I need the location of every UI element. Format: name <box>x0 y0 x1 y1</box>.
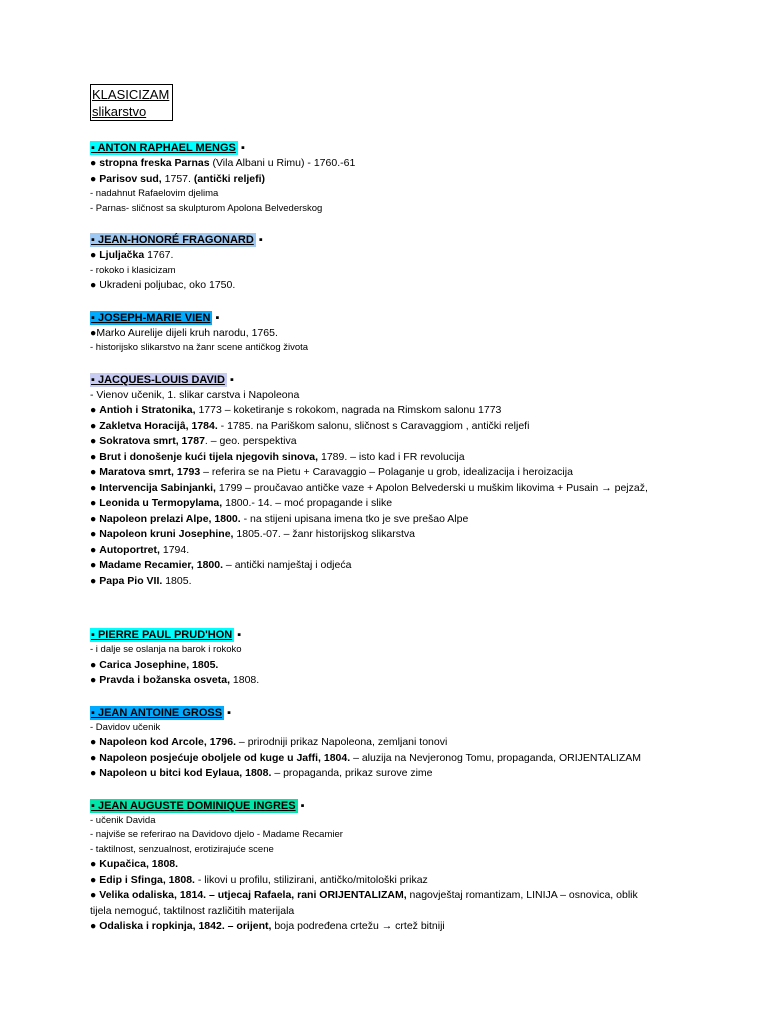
section <box>90 799 750 935</box>
item-note: 1789. – isto kad i FR revolucija <box>318 450 465 463</box>
heading-highlight <box>90 373 227 387</box>
item-note: – propaganda, prikaz surove zime <box>271 767 433 779</box>
item-note: (Vila Albani u Rimu) - 1760.-61 <box>209 157 356 169</box>
artwork-title: Napoleon kod Arcole, 1796. <box>99 736 237 748</box>
artwork-title: Leonida u Termopylama, <box>99 497 223 509</box>
bullet-icon: ● <box>90 574 100 587</box>
heading-text: PIERRE PAUL PRUD'HON <box>97 629 233 641</box>
bullet-icon: ● <box>90 279 100 291</box>
heading-highlight <box>90 233 256 247</box>
section-heading <box>90 141 750 156</box>
section <box>90 233 750 294</box>
list-item <box>90 527 750 543</box>
artwork-title: Odaliska i ropkinja, 1842. – orijent, <box>99 920 272 932</box>
item-note: nagovještaj romantizam, LINIJA – osnovica, oblik <box>406 889 638 901</box>
square-bullet-icon: ▪ <box>91 799 98 812</box>
list-item <box>90 481 750 497</box>
heading-text: JEAN ANTOINE GROSS <box>97 706 223 719</box>
item-note: 1805. <box>162 574 192 587</box>
item-note: 1808. <box>230 674 260 686</box>
square-bullet-icon: ▪ <box>91 706 98 719</box>
heading-highlight <box>90 311 212 325</box>
list-item <box>90 873 750 889</box>
item-note: - nadahnut Rafaelovim djelima <box>90 188 219 199</box>
item-note: – aluzija na Nevjeronog Tomu, propaganda, ORIJENTALIZAM <box>350 751 642 764</box>
artwork-title: Antioh i Stratonika, <box>99 404 196 416</box>
square-bullet-icon: ▪ <box>226 373 234 386</box>
item-note: boja podređena crtežu → crtež bitniji <box>271 920 445 932</box>
heading-highlight <box>90 628 234 642</box>
bullet-icon: ● <box>90 767 100 779</box>
artwork-title: Madame Recamier, 1800. <box>99 559 224 571</box>
item-note: 1794. <box>159 543 190 556</box>
bullet-icon: ● <box>90 543 100 556</box>
item-note: - rokoko i klasicizam <box>90 264 176 276</box>
square-bullet-icon: ▪ <box>255 234 263 246</box>
artwork-title: Carica Josephine, 1805. <box>99 658 219 671</box>
heading-text: JOSEPH-MARIE VIEN <box>97 311 211 324</box>
section <box>90 141 750 216</box>
document-page <box>90 84 750 935</box>
artwork-title: Velika odaliska, 1814. – utjecaj Rafaela, rani ORIJENTALIZAM, <box>99 889 407 901</box>
item-note: tijela nemoguć, taktilnost različitih materijala <box>90 904 295 917</box>
item-note: 1805.-07. – žanr historijskog slikarstva <box>233 528 415 540</box>
section <box>90 311 750 356</box>
artwork-title: stropna freska Parnas <box>99 157 210 169</box>
item-note: - taktilnost, senzualnost, erotizirajuće scene <box>90 843 274 855</box>
section <box>90 706 750 782</box>
item-note: 1757. <box>161 172 194 185</box>
list-item <box>90 658 750 674</box>
artwork-title: Autoportret, <box>99 543 160 556</box>
bullet-icon: ● <box>90 559 100 571</box>
artwork-title: Kupačica, 1808. <box>99 858 179 870</box>
artwork-title: Brut i donošenje kući tijela njegovih sinova, <box>99 450 319 463</box>
artwork-title: Napoleon prelazi Alpe, 1800. <box>99 512 241 525</box>
title-box <box>90 84 173 121</box>
item-note: . – geo. perspektiva <box>204 435 297 447</box>
item-note: - učenik Davida <box>90 814 156 826</box>
bullet-icon: ● <box>90 528 100 540</box>
list-item <box>90 264 750 279</box>
section-heading <box>90 233 750 248</box>
artwork-title: Pravda i božanska osveta, <box>99 674 230 686</box>
list-item <box>90 558 750 574</box>
bullet-icon: ● <box>90 512 100 525</box>
heading-text: JEAN-HONORÉ FRAGONARD <box>97 234 254 246</box>
square-bullet-icon: ▪ <box>91 373 98 386</box>
heading-highlight <box>90 706 224 720</box>
item-note: 1800.- 14. – moć propagande i slike <box>222 497 393 509</box>
square-bullet-icon: ▪ <box>297 799 305 812</box>
heading-highlight <box>90 799 298 813</box>
bullet-icon: ● <box>90 858 100 870</box>
list-item <box>90 202 750 217</box>
list-item <box>90 543 750 559</box>
section-heading <box>90 373 750 388</box>
list-item <box>90 919 750 935</box>
artwork-title: Napoleon posjećuje oboljele od kuge u Jaffi, 1804. <box>99 751 351 764</box>
bullet-icon: ● <box>90 751 100 764</box>
list-item <box>90 465 750 481</box>
artwork-title: Edip i Sfinga, 1808. <box>99 873 195 886</box>
artwork-title: Papa Pio VII. <box>99 574 163 587</box>
heading-text: JEAN AUGUSTE DOMINIQUE INGRES <box>97 799 296 812</box>
bullet-icon: ● <box>90 658 100 671</box>
bullet-icon: ● <box>90 497 100 509</box>
item-note: – antički namještaj i odjeća <box>223 559 352 571</box>
bullet-icon: ● <box>90 466 100 478</box>
bullet-icon: ● <box>90 419 100 432</box>
sections-container <box>90 141 750 935</box>
list-item <box>90 434 750 450</box>
item-note: - najviše se referirao na Davidovo djelo - Madame Recamier <box>90 829 343 840</box>
list-item <box>90 512 750 528</box>
item-note: 1799 – proučavao antičke vaze + Apolon Belvederski u muškim likovima + Pusain → pejzaž, <box>215 481 648 494</box>
list-item <box>90 766 750 782</box>
bullet-icon: ● <box>90 873 100 886</box>
bullet-icon: ● <box>90 326 97 339</box>
list-item <box>90 388 750 404</box>
section-heading <box>90 628 750 643</box>
list-item <box>90 496 750 512</box>
item-note: - Parnas- sličnost sa skulpturom Apolona Belvederskog <box>90 202 323 214</box>
list-item <box>90 403 750 419</box>
item-note: 1767. <box>144 249 174 261</box>
list-item <box>90 904 750 920</box>
list-item <box>90 828 750 843</box>
list-item <box>90 751 750 767</box>
bullet-icon: ● <box>90 674 100 686</box>
artwork-title: Sokratova smrt, 1787 <box>99 435 205 447</box>
list-item <box>90 450 750 466</box>
list-item <box>90 814 750 829</box>
bullet-icon: ● <box>90 889 100 901</box>
list-item <box>90 156 750 172</box>
bullet-icon: ● <box>90 157 100 169</box>
section-heading <box>90 706 750 721</box>
list-item <box>90 341 750 356</box>
list-item <box>90 248 750 264</box>
item-note: – prirodniji prikaz Napoleona, zemljani tonovi <box>236 736 448 748</box>
item-note: - i dalje se oslanja na barok i rokoko <box>90 644 242 655</box>
bullet-icon: ● <box>90 481 100 494</box>
bullet-icon: ● <box>90 920 100 932</box>
list-item <box>90 888 750 904</box>
square-bullet-icon: ▪ <box>91 142 98 154</box>
artwork-title: Napoleon kruni Josephine, <box>99 528 234 540</box>
square-bullet-icon: ▪ <box>91 234 98 246</box>
list-item <box>90 172 750 188</box>
bullet-icon: ● <box>90 404 100 416</box>
list-item <box>90 721 750 736</box>
section <box>90 373 750 590</box>
section-heading <box>90 799 750 814</box>
section-heading <box>90 311 750 326</box>
artwork-title: Maratova smrt, 1793 <box>99 466 201 478</box>
item-note-bold: (antički reljefi) <box>193 172 266 185</box>
item-note: - Vienov učenik, 1. slikar carstva i Napoleona <box>90 388 300 401</box>
square-bullet-icon: ▪ <box>91 629 98 641</box>
bullet-icon: ● <box>90 249 100 261</box>
artwork-title: Zakletva Horacijâ, 1784. <box>99 419 218 432</box>
list-item <box>90 843 750 858</box>
square-bullet-icon: ▪ <box>224 706 232 719</box>
item-note: 1773 – koketiranje s rokokom, nagrada na Rimskom salonu 1773 <box>195 404 502 416</box>
list-item <box>90 187 750 202</box>
heading-highlight <box>90 141 238 155</box>
item-note: - historijsko slikarstvo na žanr scene antičkog života <box>90 342 309 353</box>
list-item <box>90 278 750 294</box>
list-item <box>90 326 750 342</box>
item-note: - likovi u profilu, stilizirani, antičko/mitološki prikaz <box>194 873 428 886</box>
item-note: - na stijeni upisana imena tko je sve prešao Alpe <box>240 512 469 525</box>
item-note: – referira se na Pietu + Caravaggio – Polaganje u grob, idealizacija i heroizacija <box>200 466 573 478</box>
list-item <box>90 643 750 658</box>
item-note: - Davidov učenik <box>90 721 161 733</box>
list-item <box>90 735 750 751</box>
list-item <box>90 419 750 435</box>
artwork-title: Intervencija Sabinjanki, <box>99 481 216 494</box>
square-bullet-icon: ▪ <box>237 142 245 154</box>
bullet-icon: ● <box>90 172 100 185</box>
item-note: Marko Aurelije dijeli kruh narodu, 1765. <box>96 326 278 339</box>
doc-subtitle: slikarstvo <box>92 104 147 119</box>
heading-text: JACQUES-LOUIS DAVID <box>97 373 225 386</box>
list-item <box>90 673 750 689</box>
doc-title: KLASICIZAM <box>92 87 170 102</box>
item-note: Ukradeni poljubac, oko 1750. <box>99 279 236 291</box>
square-bullet-icon: ▪ <box>91 311 98 324</box>
square-bullet-icon: ▪ <box>212 311 220 324</box>
list-item <box>90 857 750 873</box>
bullet-icon: ● <box>90 435 100 447</box>
section <box>90 628 750 689</box>
list-item <box>90 574 750 590</box>
square-bullet-icon: ▪ <box>234 629 242 641</box>
artwork-title: Napoleon u bitci kod Eylaua, 1808. <box>99 767 272 779</box>
artwork-title: Parisov sud, <box>99 172 162 185</box>
artwork-title: Ljuljačka <box>99 249 145 261</box>
bullet-icon: ● <box>90 736 100 748</box>
bullet-icon: ● <box>90 450 100 463</box>
heading-text: ANTON RAPHAEL MENGS <box>97 142 236 154</box>
item-note: - 1785. na Pariškom salonu, sličnost s Caravaggiom , antički reljefi <box>217 419 530 432</box>
